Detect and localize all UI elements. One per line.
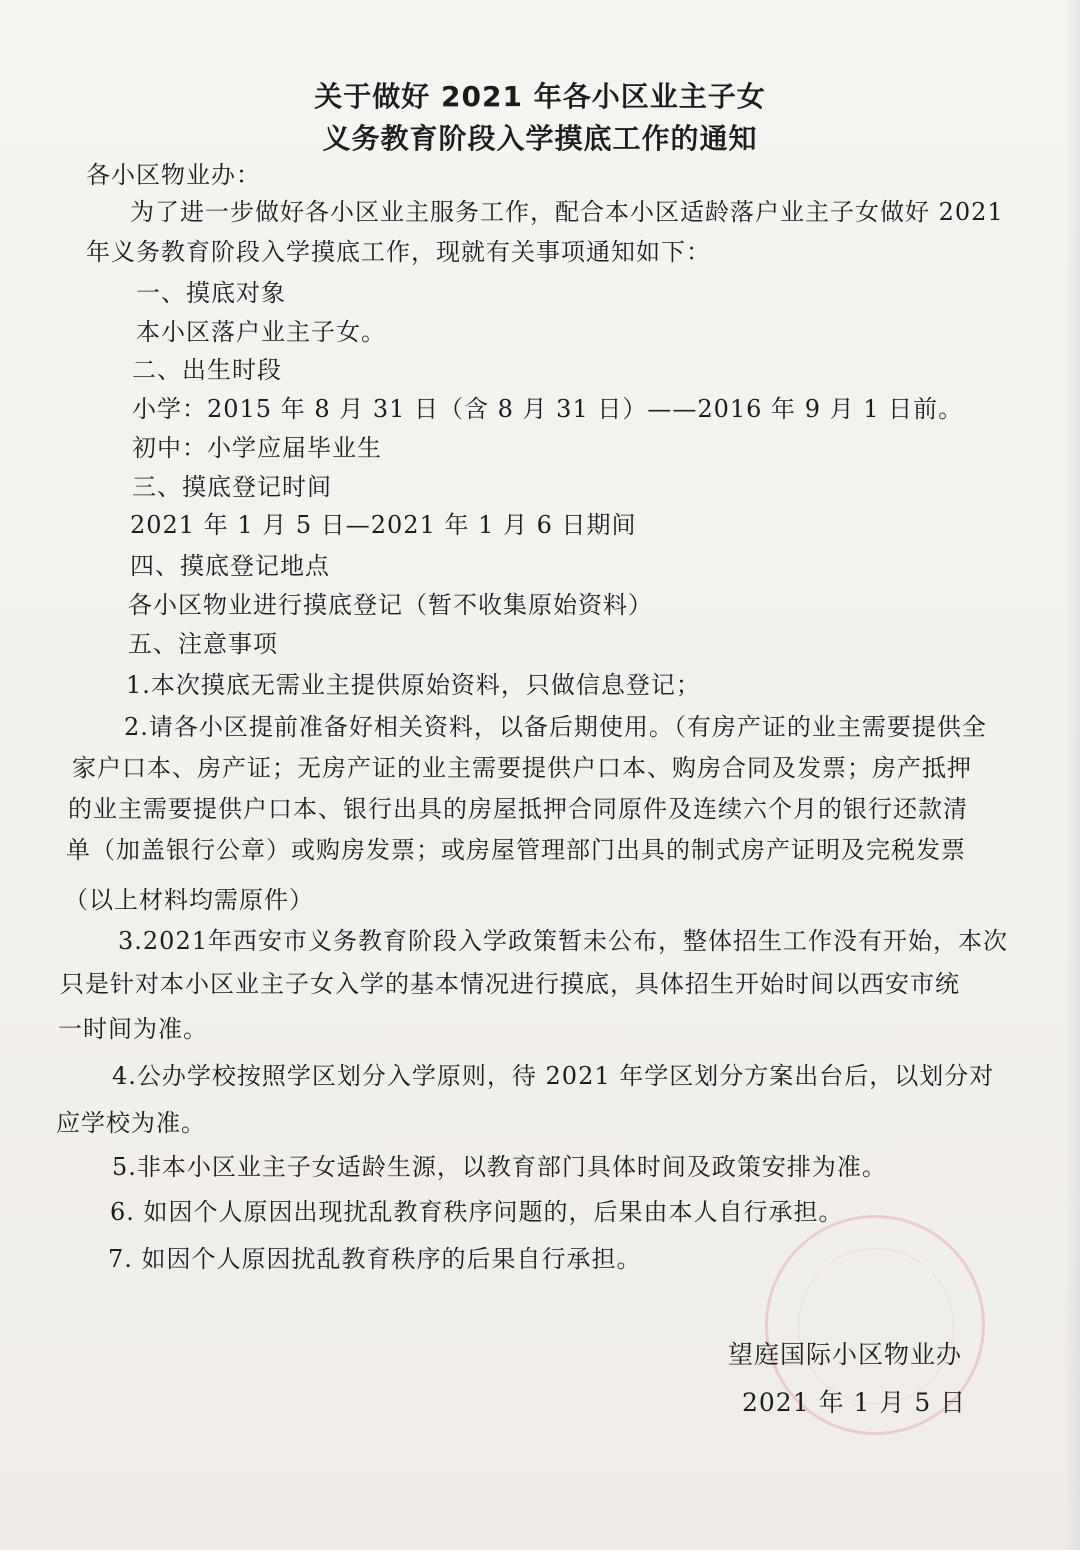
item-2-line-5: （以上材料均需原件）	[64, 886, 314, 914]
signature-date: 2021 年 1 月 5 日	[742, 1388, 967, 1417]
item-3-line-1: 3.2021年西安市义务教育阶段入学政策暂未公布，整体招生工作没有开始，本次	[118, 927, 1008, 955]
section-1-text: 本小区落户业主子女。	[136, 318, 386, 346]
notice-title-line-1: 关于做好 2021 年各小区业主子女	[314, 80, 766, 113]
section-3-text: 2021 年 1 月 5 日—2021 年 1 月 6 日期间	[130, 511, 637, 539]
section-5-heading: 五、注意事项	[128, 630, 278, 658]
item-3-line-3: 一时间为准。	[58, 1015, 208, 1043]
intro-line-1: 为了进一步做好各小区业主服务工作，配合本小区适龄落户业主子女做好 2021	[130, 198, 1004, 226]
section-2-middle-school: 初中：小学应届毕业生	[132, 434, 382, 462]
item-4-line-2: 应学校为准。	[56, 1109, 206, 1137]
seal-inner-ring	[798, 1248, 954, 1404]
item-5: 5.非本小区业主子女适龄生源，以教育部门具体时间及政策安排为准。	[112, 1153, 887, 1181]
section-2-primary-school: 小学：2015 年 8 月 31 日（含 8 月 31 日）——2016 年 9 月 1 日前。	[132, 395, 964, 423]
section-3-heading: 三、摸底登记时间	[132, 473, 332, 501]
item-1: 1.本次摸底无需业主提供原始资料，只做信息登记；	[126, 671, 701, 699]
item-7: 7. 如因个人原因扰乱教育秩序的后果自行承担。	[108, 1245, 642, 1273]
item-3-line-2: 只是针对本小区业主子女入学的基本情况进行摸底，具体招生开始时间以西安市统	[60, 970, 960, 998]
item-2-line-4: 单（加盖银行公章）或购房发票；或房屋管理部门出具的制式房产证明及完税发票	[66, 836, 966, 864]
item-6: 6. 如因个人原因出现扰乱教育秩序问题的，后果由本人自行承担。	[110, 1198, 844, 1226]
salutation: 各小区物业办：	[86, 161, 261, 189]
section-2-heading: 二、出生时段	[132, 356, 282, 384]
signature-organization: 望庭国际小区物业办	[728, 1340, 963, 1369]
paper-edge-shadow	[1064, 0, 1080, 1550]
item-2-line-1: 2.请各小区提前准备好相关资料，以备后期使用。（有房产证的业主需要提供全	[124, 713, 987, 741]
notice-title-line-2: 义务教育阶段入学摸底工作的通知	[322, 122, 758, 155]
section-1-heading: 一、摸底对象	[136, 279, 286, 307]
section-4-text: 各小区物业进行摸底登记（暂不收集原始资料）	[128, 591, 653, 619]
item-2-line-3: 的业主需要提供户口本、银行出具的房屋抵押合同原件及连续六个月的银行还款清	[68, 795, 968, 823]
item-2-line-2: 家户口本、房产证；无房产证的业主需要提供户口本、购房合同及发票；房产抵押	[72, 754, 972, 782]
item-4-line-1: 4.公办学校按照学区划分入学原则，待 2021 年学区划分方案出台后，以划分对	[112, 1062, 995, 1090]
section-4-heading: 四、摸底登记地点	[130, 552, 330, 580]
intro-line-2: 年义务教育阶段入学摸底工作，现就有关事项通知如下：	[86, 238, 711, 266]
